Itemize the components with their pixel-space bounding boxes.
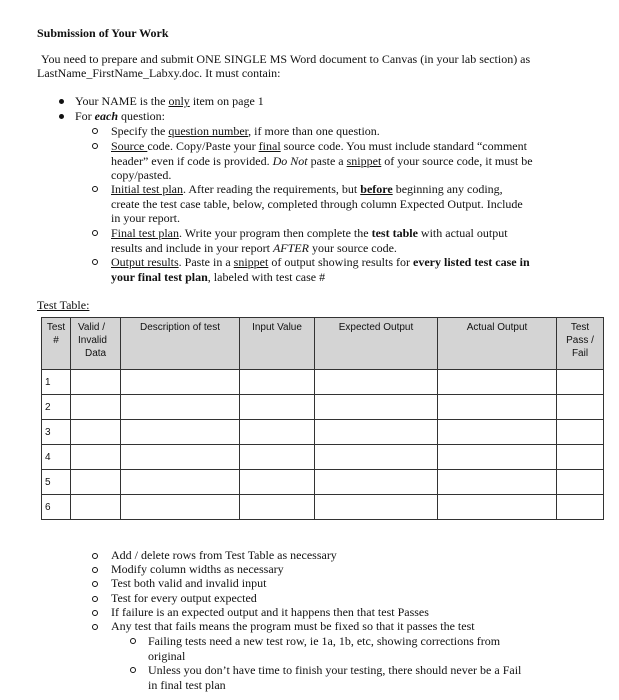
header-valid-invalid	[71, 318, 121, 370]
table-cell	[315, 420, 438, 445]
table-cell	[71, 420, 121, 445]
bullet-icon	[59, 114, 64, 119]
note-bullet-icon	[92, 610, 98, 616]
subnote-text: Failing tests need a new test row, ie 1a, 1b, etc, showing corrections from	[148, 634, 501, 648]
sub-item-emphasis: test table	[371, 226, 418, 240]
header-text: Actual Output	[466, 322, 528, 333]
sub-item-text: of output showing results for	[268, 255, 413, 269]
table-cell	[121, 370, 240, 395]
header-input-value	[240, 318, 315, 370]
table-cell	[557, 495, 604, 520]
sub-item-emphasis: every listed test case in	[413, 255, 530, 269]
note-item: Test for every output expected	[111, 591, 257, 605]
note-bullet-icon	[92, 596, 98, 602]
table-cell	[557, 445, 604, 470]
table-cell	[71, 445, 121, 470]
page-title: Submission of Your Work	[37, 26, 169, 40]
table-row	[42, 445, 604, 470]
bullet-text: Your NAME is the	[75, 94, 169, 108]
note-bullet-icon	[92, 553, 98, 559]
table-cell	[71, 470, 121, 495]
header-text: Valid /	[78, 322, 106, 333]
table-cell	[121, 395, 240, 420]
table-cell	[121, 495, 240, 520]
test-table-label: Test Table:	[37, 298, 90, 312]
subnote-bullet-icon	[130, 667, 136, 673]
header-pass-fail	[557, 318, 604, 370]
header-text: Pass /	[566, 335, 594, 346]
test-number-cell: 3	[42, 420, 71, 445]
table-cell	[315, 395, 438, 420]
bullet-text: item on page 1	[189, 94, 264, 108]
table-row	[42, 420, 604, 445]
sub-item-text: with actual output	[417, 226, 508, 240]
header-description	[121, 318, 240, 370]
note-bullet-icon	[92, 624, 98, 630]
table-cell	[315, 370, 438, 395]
sub-item-emphasis: AFTER	[272, 240, 309, 255]
table-cell	[240, 395, 315, 420]
table-cell	[557, 420, 604, 445]
header-text: Expected Output	[338, 322, 414, 333]
table-cell	[240, 495, 315, 520]
sub-item-text: , if more than one question.	[248, 124, 380, 138]
bullet-icon	[59, 99, 64, 104]
table-row	[42, 495, 604, 520]
table-cell	[315, 470, 438, 495]
sub-item-text: Specify the	[111, 124, 169, 138]
note-bullet-icon	[92, 581, 98, 587]
sub-item-emphasis: final	[258, 139, 281, 153]
sub-item-emphasis: snippet	[346, 153, 382, 168]
table-row	[42, 470, 604, 495]
sub-item-emphasis: snippet	[233, 255, 269, 269]
bullet-each-question	[75, 109, 165, 124]
sub-item-text: source code. You must include standard “comment	[280, 139, 527, 153]
table-cell	[71, 495, 121, 520]
sub-bullet-icon	[92, 128, 98, 134]
sub-item-text: header” even if code is provided.	[111, 153, 273, 168]
subnote-item	[148, 634, 500, 663]
bullet-emphasis: each	[94, 109, 118, 123]
bullet-text: question:	[118, 109, 165, 123]
sub-item-final-test-plan	[111, 226, 547, 255]
sub-item-link: Output results	[111, 255, 179, 269]
sub-item-output-results	[111, 255, 547, 284]
sub-item-link: Source	[111, 139, 148, 153]
header-text: Test	[570, 322, 590, 333]
sub-item-text: in your report.	[111, 211, 180, 225]
subnote-text: Unless you don’t have time to finish your testing, there should never be a Fail	[148, 663, 522, 677]
table-cell	[438, 445, 557, 470]
sub-item-text: code. Copy/Paste your	[147, 139, 259, 153]
sub-item-source	[111, 139, 547, 183]
table-header-row	[42, 318, 604, 370]
table-cell	[438, 395, 557, 420]
sub-item-emphasis: your final test plan	[111, 269, 208, 284]
table-cell	[240, 370, 315, 395]
header-text: Input Value	[252, 322, 302, 333]
test-number-cell: 6	[42, 495, 71, 520]
header-expected-output	[315, 318, 438, 370]
test-number-cell: 4	[42, 445, 71, 470]
table-cell	[240, 470, 315, 495]
note-item: Any test that fails means the program must be fixed so that it passes the test	[111, 619, 475, 633]
table-cell	[557, 470, 604, 495]
sub-item-text: copy/pasted.	[111, 168, 172, 182]
table-cell	[315, 495, 438, 520]
table-cell	[121, 420, 240, 445]
sub-item-text: of your source code, it must be	[381, 153, 533, 168]
table-cell	[240, 445, 315, 470]
note-item: Add / delete rows from Test Table as necessary	[111, 548, 337, 562]
table-cell	[240, 420, 315, 445]
sub-item-initial-test-plan	[111, 182, 547, 226]
table-cell	[438, 470, 557, 495]
table-cell	[438, 420, 557, 445]
intro-line-2: LastName_FirstName_Labxy.doc. It must contain:	[37, 66, 281, 80]
bullet-emphasis: only	[168, 94, 190, 108]
sub-item-emphasis: before	[360, 182, 393, 196]
note-item: If failure is an expected output and it happens then that test Passes	[111, 605, 429, 619]
header-test-number	[42, 318, 71, 370]
table-row	[42, 395, 604, 420]
header-text: Invalid	[78, 335, 107, 346]
sub-bullet-icon	[92, 259, 98, 265]
header-text: Description of test	[139, 322, 221, 333]
table-cell	[121, 470, 240, 495]
sub-item-link: Final test plan	[111, 226, 179, 240]
subnote-text: original	[148, 648, 186, 663]
sub-item-text: paste a	[307, 153, 347, 168]
header-text: #	[53, 335, 59, 346]
header-text: Fail	[571, 348, 589, 359]
table-cell	[438, 495, 557, 520]
sub-item-text: your source code.	[308, 240, 397, 255]
sub-bullet-icon	[92, 230, 98, 236]
sub-item-link: question number	[168, 124, 249, 138]
bullet-name-item	[75, 94, 264, 109]
table-cell	[71, 370, 121, 395]
header-text: Test	[46, 322, 66, 333]
subnote-text: in final test plan	[148, 677, 226, 692]
table-cell	[121, 445, 240, 470]
subnote-item	[148, 663, 521, 692]
test-table	[41, 317, 604, 520]
intro-line-1: You need to prepare and submit ONE SINGLE MS Word document to Canvas (in your lab section) as	[41, 52, 531, 66]
note-item: Test both valid and invalid input	[111, 576, 267, 590]
note-bullet-icon	[92, 567, 98, 573]
sub-item-text: . After reading the requirements, but	[182, 182, 361, 196]
test-number-cell: 2	[42, 395, 71, 420]
sub-bullet-icon	[92, 143, 98, 149]
sub-item-text: results and include in your report	[111, 240, 273, 255]
sub-item-specify	[111, 124, 380, 139]
header-actual-output	[438, 318, 557, 370]
sub-item-emphasis: Do Not	[272, 153, 308, 168]
sub-item-text: , labeled with test case #	[207, 269, 326, 284]
test-number-cell: 5	[42, 470, 71, 495]
note-item: Modify column widths as necessary	[111, 562, 284, 576]
sub-item-link: Initial test plan	[111, 182, 183, 196]
table-cell	[71, 395, 121, 420]
sub-item-text: . Paste in a	[178, 255, 234, 269]
test-number-cell: 1	[42, 370, 71, 395]
table-row	[42, 370, 604, 395]
sub-item-text: create the test case table, below, completed through column Expected Output. Include	[111, 196, 523, 211]
sub-item-text: beginning any coding,	[392, 182, 503, 196]
subnote-bullet-icon	[130, 638, 136, 644]
table-cell	[315, 445, 438, 470]
table-cell	[438, 370, 557, 395]
table-cell	[557, 370, 604, 395]
bullet-text: For	[75, 109, 95, 123]
header-text: Data	[85, 348, 107, 359]
table-cell	[557, 395, 604, 420]
sub-bullet-icon	[92, 186, 98, 192]
sub-item-text: . Write your program then complete the	[179, 226, 372, 240]
